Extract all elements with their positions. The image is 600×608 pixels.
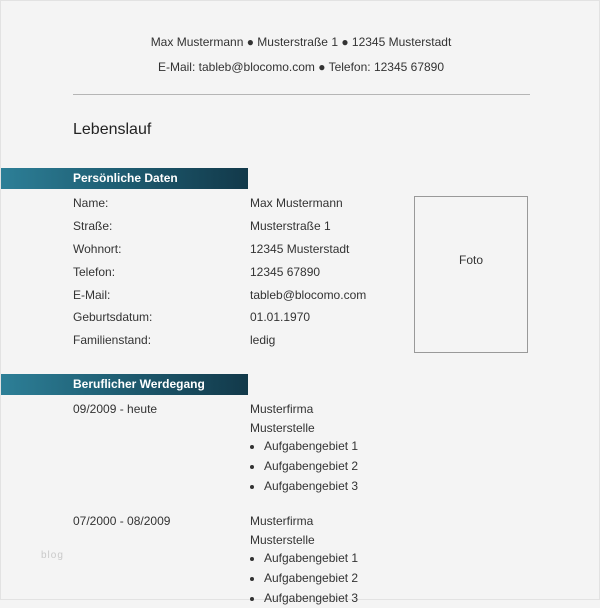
header-contact-line: E-Mail: tableb@blocomo.com ● Telefon: 12345 67890 xyxy=(157,60,445,74)
value-phone: 12345 67890 xyxy=(250,265,321,279)
list-item: • Aufgabengebiet 3 xyxy=(264,588,358,608)
photo-placeholder xyxy=(414,196,528,353)
value-birthdate: 01.01.1970 xyxy=(250,310,311,324)
value-email: tableb@blocomo.com xyxy=(250,288,367,302)
section-heading-personal: Persönliche Daten xyxy=(1,168,248,189)
label-street: Straße: xyxy=(73,219,113,233)
career-task-list xyxy=(250,436,358,496)
career-company: Musterfirma xyxy=(250,402,314,416)
list-item: • Aufgabengebiet 2 xyxy=(264,456,358,476)
career-period: 07/2000 - 08/2009 xyxy=(73,514,171,528)
header-divider xyxy=(73,94,530,95)
list-item: • Aufgabengebiet 1 xyxy=(264,436,358,456)
value-name: Max Mustermann xyxy=(250,196,343,210)
career-task-list xyxy=(250,548,358,608)
photo-label: Foto xyxy=(458,253,483,267)
section-heading-career: Beruflicher Werdegang xyxy=(1,374,248,395)
watermark: blog xyxy=(41,550,64,561)
value-street: Musterstraße 1 xyxy=(250,219,331,233)
label-marital-status: Familienstand: xyxy=(73,333,152,347)
document-title: Lebenslauf xyxy=(73,121,152,138)
label-birthdate: Geburtsdatum: xyxy=(73,310,153,324)
label-city: Wohnort: xyxy=(73,242,122,256)
career-company: Musterfirma xyxy=(250,514,314,528)
label-name: Name: xyxy=(73,196,109,210)
label-email: E-Mail: xyxy=(73,288,111,302)
list-item: • Aufgabengebiet 1 xyxy=(264,548,358,568)
header-address-line: Max Mustermann ● Musterstraße 1 ● 12345 Musterstadt xyxy=(150,35,452,49)
label-phone: Telefon: xyxy=(73,265,116,279)
value-city: 12345 Musterstadt xyxy=(250,242,350,256)
career-position: Musterstelle xyxy=(250,421,315,435)
career-period: 09/2009 - heute xyxy=(73,402,158,416)
list-item: • Aufgabengebiet 3 xyxy=(264,476,358,496)
career-position: Musterstelle xyxy=(250,533,315,547)
list-item: • Aufgabengebiet 2 xyxy=(264,568,358,588)
value-marital-status: ledig xyxy=(250,333,276,347)
